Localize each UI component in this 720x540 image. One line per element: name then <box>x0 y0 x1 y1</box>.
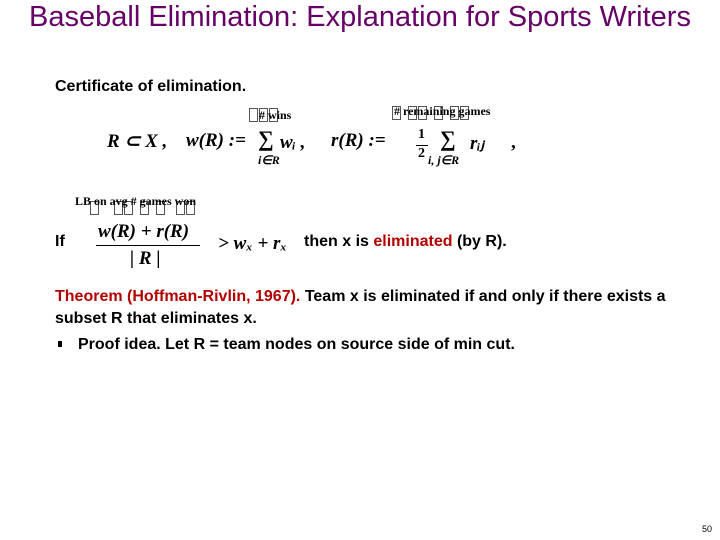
lb-avg-label: LB on avg # games won <box>75 194 197 208</box>
then-suffix: (by R). <box>452 233 507 250</box>
theorem-paragraph <box>55 286 695 330</box>
w-definition-lhs: w(R) := <box>186 130 246 151</box>
r-comma: , <box>511 132 516 153</box>
condition-fraction-line <box>96 245 200 246</box>
remaining-games-label: # remaining games <box>394 104 491 118</box>
r-definition-lhs: r(R) := <box>331 130 386 151</box>
bullet-square-icon <box>58 341 62 347</box>
then-prefix: then x is <box>304 233 374 250</box>
wins-label: # wins <box>259 108 292 122</box>
w-sum-subscript: i∈R <box>258 153 280 167</box>
r-sum-symbol: ∑ <box>440 126 456 151</box>
bullet-text: Proof idea. Let R = team nodes on source side of min cut. <box>78 336 515 353</box>
bullet-item <box>58 336 515 354</box>
then-statement <box>304 233 507 251</box>
certificate-heading: Certificate of elimination. <box>55 78 247 95</box>
condition-numerator: w(R) + r(R) <box>98 221 190 242</box>
theorem-statement: Team x is eliminated if and only if there exists a subset R that eliminates x. <box>55 288 666 327</box>
w-sum-symbol: ∑ <box>258 126 274 151</box>
slide-title: Baseball Elimination: Explanation for Sports Writers <box>29 1 691 33</box>
page-number: 50 <box>701 524 712 534</box>
brace-glyph-icon <box>249 108 258 122</box>
condition-denominator: | R | <box>130 248 161 269</box>
half-numerator: 1 <box>418 127 425 142</box>
half-denominator: 2 <box>418 146 425 161</box>
theorem-citation: Theorem (Hoffman-Rivlin, 1967). <box>55 288 301 305</box>
if-label: If <box>55 233 65 250</box>
r-sum-subscript: i, j∈R <box>428 153 460 167</box>
set-relation: R ⊂ X , <box>107 131 168 152</box>
eliminated-word: eliminated <box>373 233 453 250</box>
condition-rhs: > wₓ + rₓ <box>218 233 287 254</box>
r-sum-term: rᵢⱼ <box>470 133 484 154</box>
w-sum-term: wᵢ , <box>280 132 306 153</box>
